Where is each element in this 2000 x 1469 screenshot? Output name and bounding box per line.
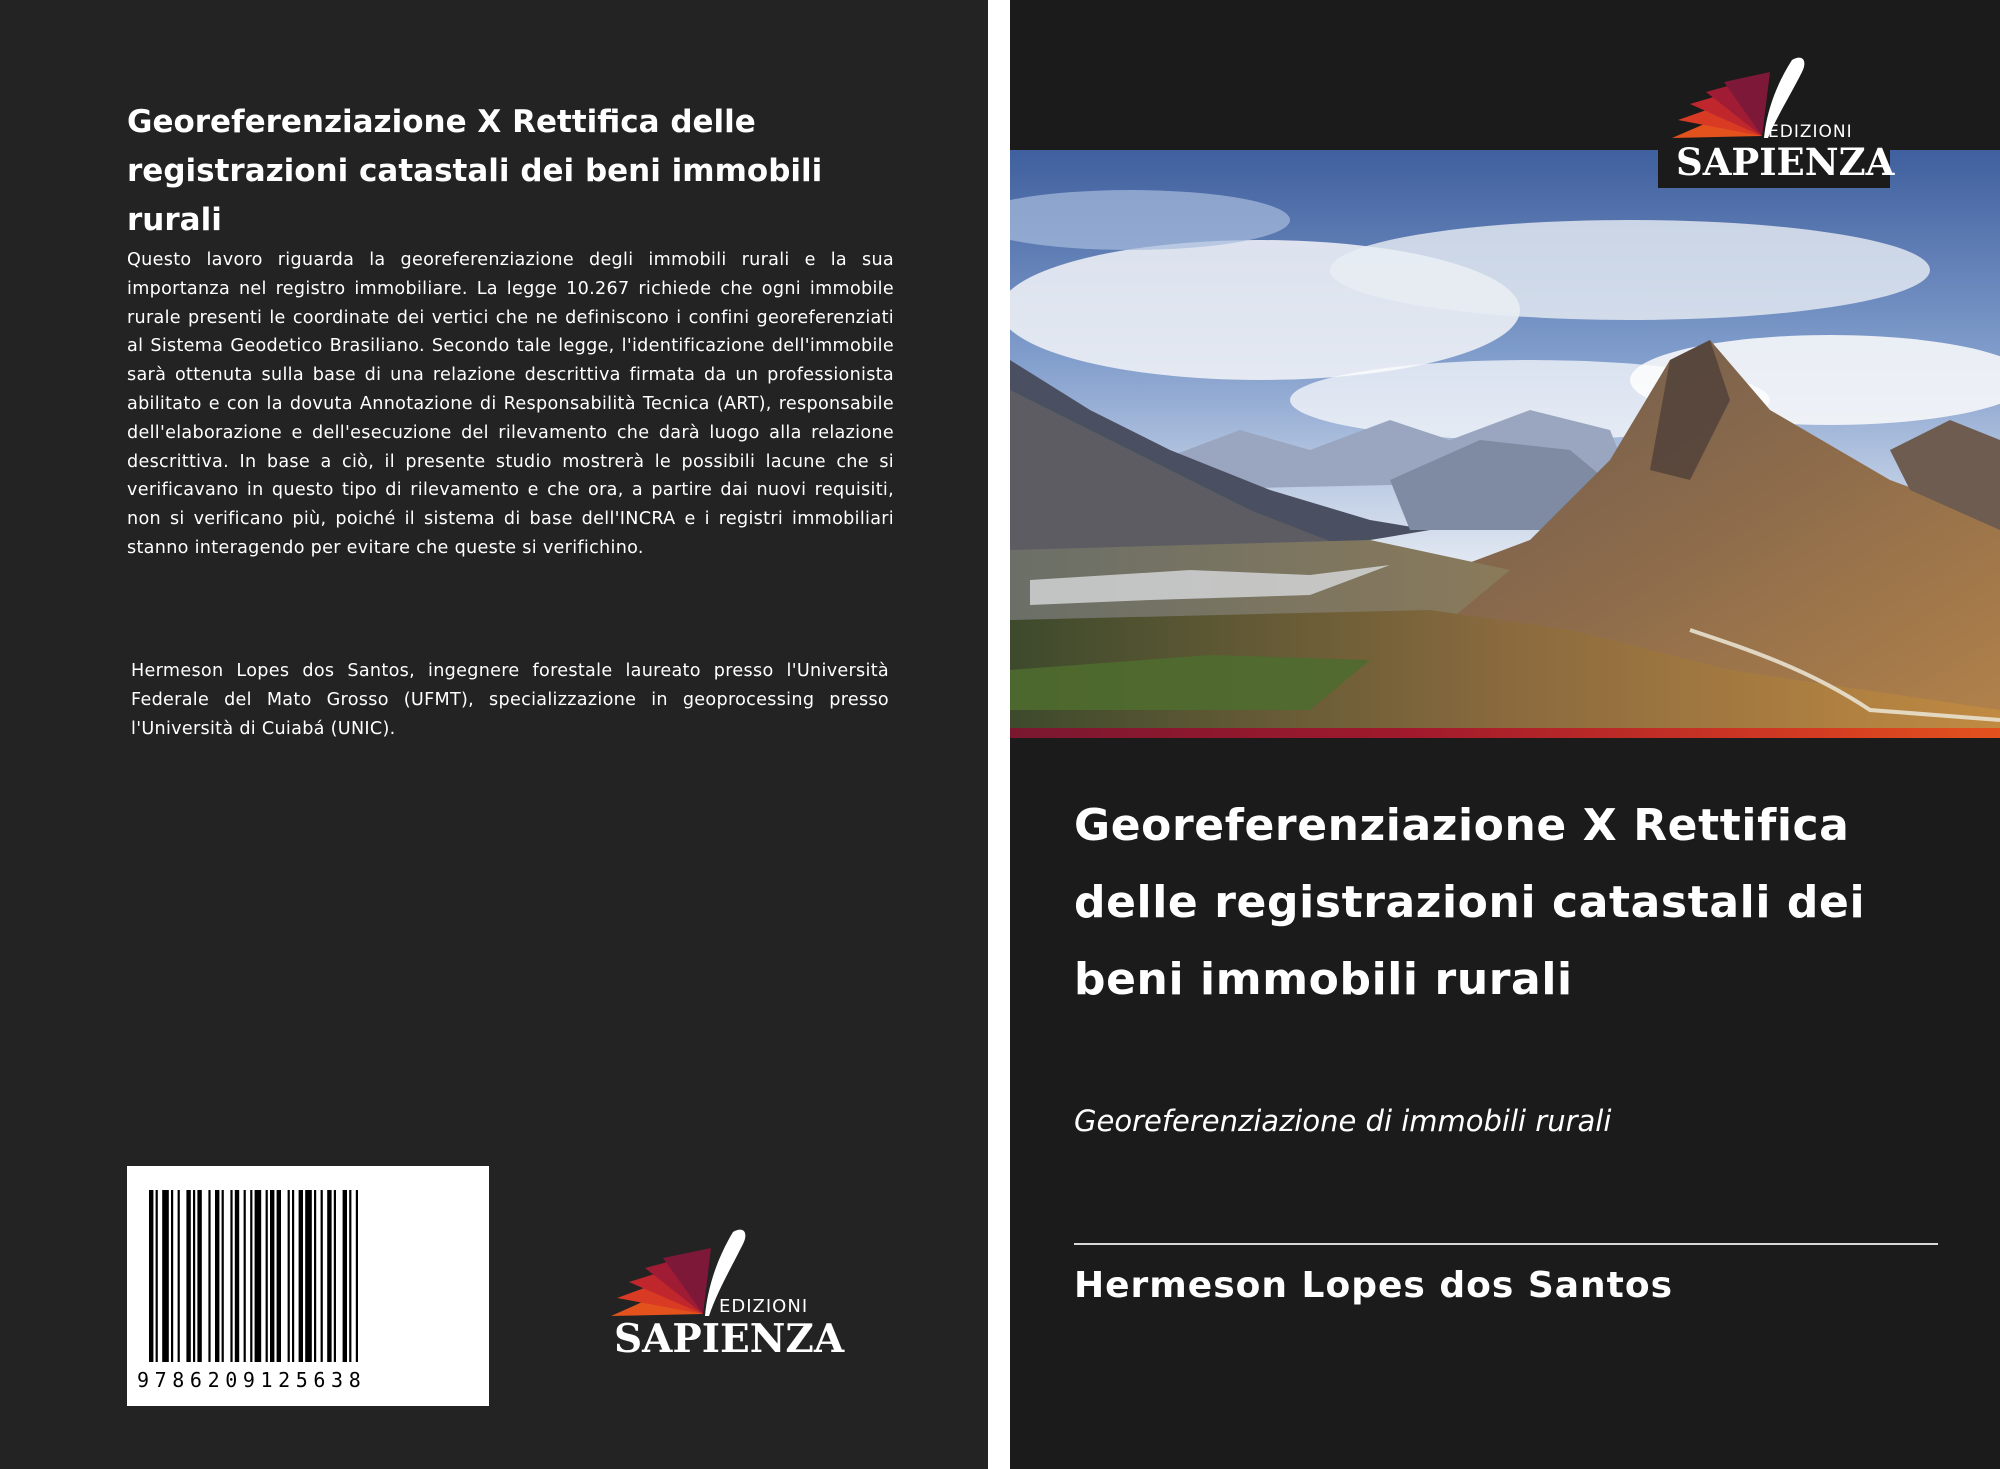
barcode-bar — [343, 1190, 347, 1362]
barcode-bar — [356, 1190, 358, 1362]
mountain-landscape-image — [1010, 150, 2000, 730]
barcode-bar — [292, 1190, 294, 1362]
publisher-name: SAPIENZA — [614, 1316, 845, 1362]
barcode-bar — [197, 1190, 201, 1362]
isbn-digits: 9786209125638 — [137, 1368, 367, 1392]
publisher-small-label: EDIZIONI — [719, 1296, 809, 1317]
barcode-bar — [270, 1190, 274, 1362]
barcode-bar — [215, 1190, 219, 1362]
barcode-bar — [314, 1190, 316, 1362]
barcode-bar — [321, 1190, 323, 1362]
publisher-name: SAPIENZA — [1676, 140, 1895, 184]
front-cover-author: Hermeson Lopes dos Santos — [1074, 1265, 1674, 1306]
cover-accent-stripe — [1010, 728, 2000, 738]
barcode-bar — [171, 1190, 173, 1362]
barcode-bar — [230, 1190, 232, 1362]
barcode-bar — [299, 1190, 303, 1362]
barcode-bar — [208, 1190, 210, 1362]
barcode-bar — [222, 1190, 224, 1362]
barcode-bar — [244, 1190, 246, 1362]
barcode-bar — [186, 1190, 190, 1362]
front-cover-title: Georeferenziazione X Rettifica delle registrazioni catastali dei beni immobili rurali — [1074, 800, 1866, 1005]
publisher-logo-front — [1658, 56, 1895, 188]
barcode-bar — [305, 1190, 312, 1362]
barcode-bar — [334, 1190, 336, 1362]
barcode-bar — [255, 1190, 262, 1362]
barcode-bar — [349, 1190, 351, 1362]
barcode-bar — [277, 1190, 281, 1362]
barcode-bar — [288, 1190, 290, 1362]
barcode-bar — [162, 1190, 169, 1362]
author-bio: Hermeson Lopes dos Santos, ingegnere forestale laureato presso l'Università Federale del Mato Grosso (UFMT), specializzazione in geoprocessing presso l'Università di Cuiabá (UNIC). — [131, 661, 889, 739]
barcode-bar — [178, 1190, 180, 1362]
back-cover-blurb: Questo lavoro riguarda la georeferenziazione degli immobili rurali e la sua importanza nel registro immobiliare. La legge 10.267 richiede che ogni immobile rurale presenti le coordinate dei vertici che ne definiscono i confini georeferenziati al Sistema Geodetico Brasiliano. Secondo tale legge, l'identificazione dell'immobile sarà ottenuta sulla base di una relazione descrittiva firmata da un professionista abilitato e con la dovuta Annotazione di Responsabilità Tecnica (ART), responsabile dell'elaborazione e dell'esecuzione del rilevamento che darà luogo alla relazione descrittiva. In base a ciò, il presente studio mostrerà le possibili lacune che si verificavano in questo tipo di rilevamento e che ora, a partire dai nuovi requisiti, non si verificano più, poiché il sistema di base dell'INCRA e i registri immobiliari stanno interagendo per evitare che queste si verifichino. — [127, 250, 894, 558]
barcode-bar — [149, 1190, 153, 1362]
divider — [1074, 1243, 1938, 1245]
isbn-barcode — [127, 1166, 489, 1406]
publisher-logo-back — [603, 1222, 845, 1362]
barcode-bar — [235, 1190, 239, 1362]
barcode-bar — [156, 1190, 158, 1362]
barcode-bar — [266, 1190, 268, 1362]
publisher-small-label: EDIZIONI — [1768, 122, 1853, 142]
barcode-bar — [327, 1190, 331, 1362]
barcode-bar — [193, 1190, 195, 1362]
barcode-bar — [250, 1190, 252, 1362]
back-cover-title: Georeferenziazione X Rettifica delle registrazioni catastali dei beni immobili rurali — [127, 104, 823, 238]
front-cover-subtitle: Georeferenziazione di immobili rurali — [1074, 1104, 1612, 1138]
